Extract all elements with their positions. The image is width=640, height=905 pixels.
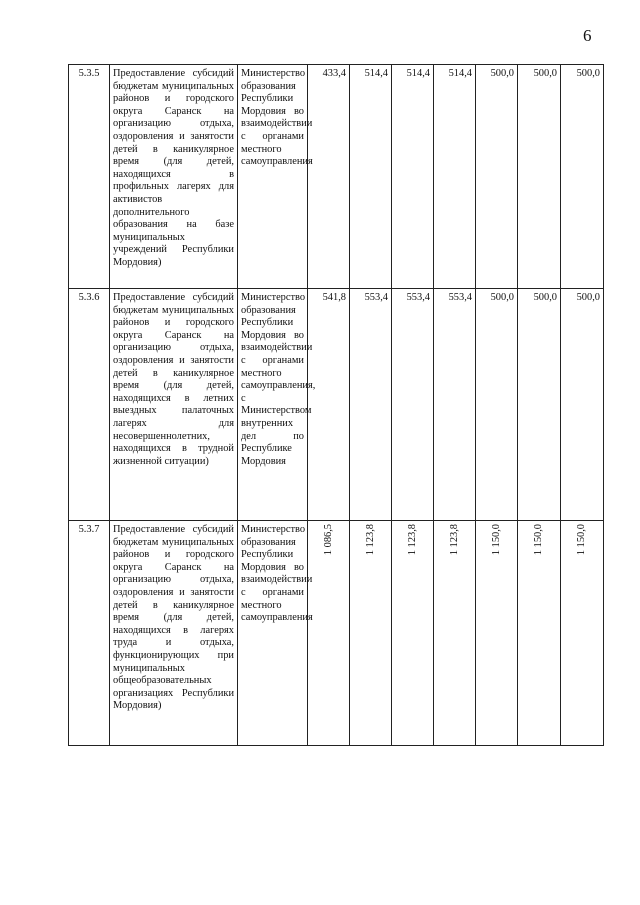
row-executor: Министерство образования Республики Мордовия во взаимодействии с органами местного самоуправления [238, 521, 308, 746]
row-value: 553,4 [434, 289, 476, 521]
row-value: 514,4 [392, 65, 434, 289]
row-number: 5.3.6 [69, 289, 110, 521]
table-row [69, 65, 604, 289]
row-description: Предоставление субсидий бюджетам муниципальных районов и городского округа Саранск на организацию отдыха, оздоровления и занятости детей в каникулярное время (для детей, находящихся в лагерях труда и отдыха, функционирующих при муниципальных общеобразовательных организациях Республики Мордовия) [110, 521, 238, 746]
row-value: 514,4 [434, 65, 476, 289]
row-value: 500,0 [518, 289, 561, 521]
row-value-cell [561, 521, 604, 746]
row-description: Предоставление субсидий бюджетам муниципальных районов и городского округа Саранск на организацию отдыха, оздоровления и занятости детей в каникулярное время (для детей, находящихся в летних выездных палаточных лагерях для несовершеннолетних, находящихся в трудной жизненной ситуации) [110, 289, 238, 521]
table-row [69, 289, 604, 521]
program-table [68, 64, 604, 746]
row-value: 1 123,8 [448, 524, 460, 556]
row-value: 433,4 [308, 65, 350, 289]
row-value-cell [308, 521, 350, 746]
row-executor: Министерство образования Республики Мордовия во взаимодействии с органами местного самоуправления, с Министерством внутренних дел по Республике Мордовия [238, 289, 308, 521]
row-value-cell [392, 521, 434, 746]
row-value: 500,0 [476, 289, 518, 521]
row-value-cell [350, 521, 392, 746]
row-value: 514,4 [350, 65, 392, 289]
row-value: 1 123,8 [364, 524, 376, 556]
row-value: 500,0 [561, 65, 604, 289]
row-value-cell [476, 521, 518, 746]
row-value: 541,8 [308, 289, 350, 521]
row-number: 5.3.5 [69, 65, 110, 289]
row-value-cell [434, 521, 476, 746]
row-executor: Министерство образования Республики Мордовия во взаимодействии с органами местного самоуправления [238, 65, 308, 289]
row-value-cell [518, 521, 561, 746]
row-value: 1 086,5 [322, 524, 334, 556]
table-row [69, 521, 604, 746]
row-value: 1 150,0 [576, 524, 587, 556]
page-number: 6 [583, 26, 592, 45]
row-number: 5.3.7 [69, 521, 110, 746]
row-value: 500,0 [476, 65, 518, 289]
row-value: 553,4 [392, 289, 434, 521]
row-value: 553,4 [350, 289, 392, 521]
row-description: Предоставление субсидий бюджетам муниципальных районов и городского округа Саранск на организацию отдыха, оздоровления и занятости детей в каникулярное время (для детей, находящихся в профильных лагерях для активистов дополнительного образования на базе муниципальных учреждений Республики Мордовия) [110, 65, 238, 289]
row-value: 1 123,8 [406, 524, 418, 556]
row-value: 1 150,0 [533, 524, 544, 556]
row-value: 500,0 [518, 65, 561, 289]
row-value: 500,0 [561, 289, 604, 521]
row-value: 1 150,0 [490, 524, 502, 556]
